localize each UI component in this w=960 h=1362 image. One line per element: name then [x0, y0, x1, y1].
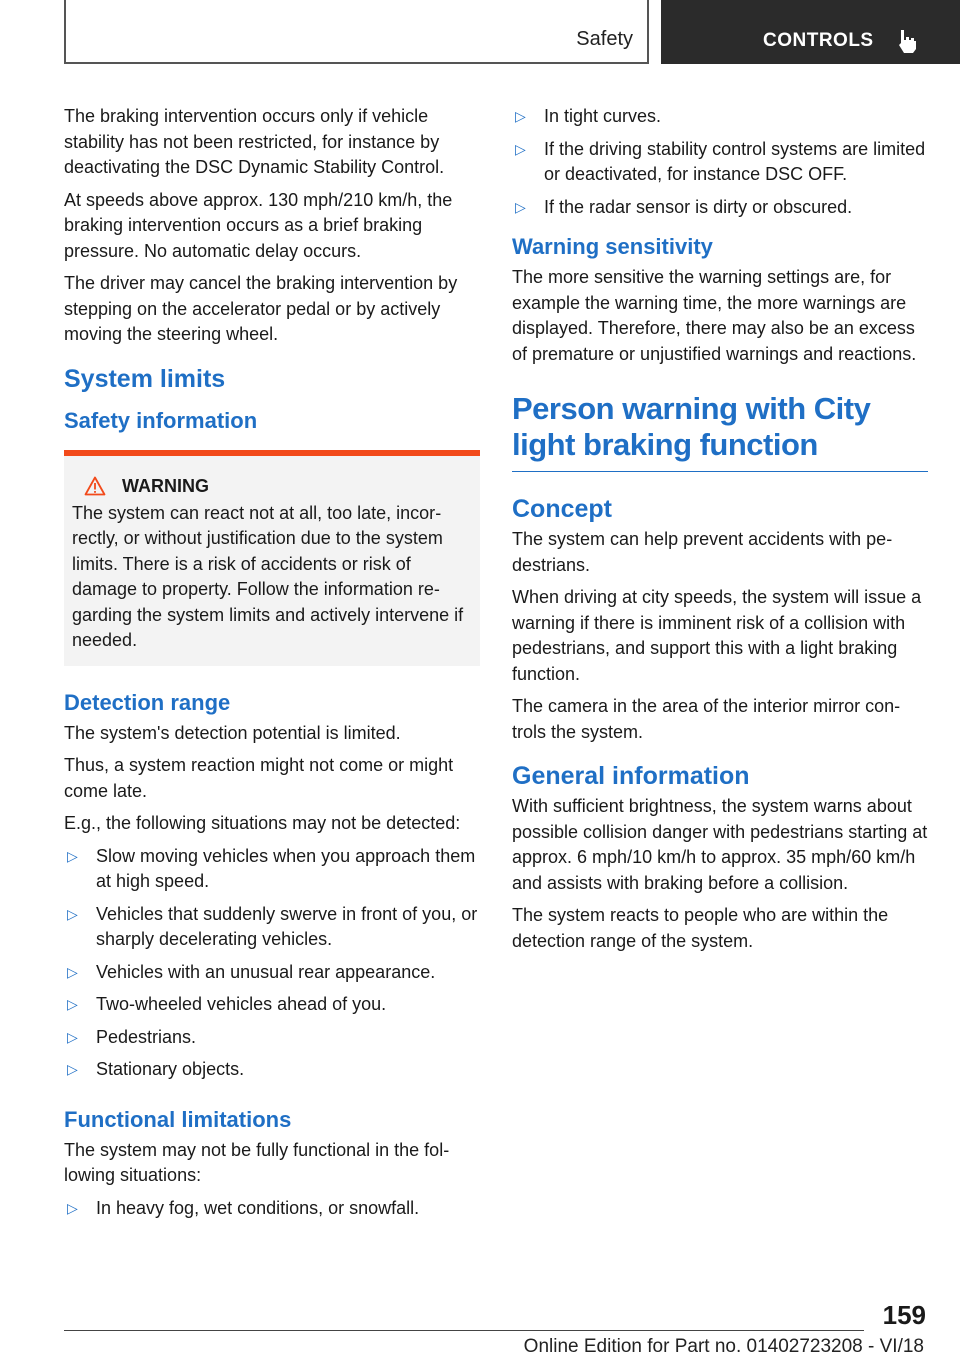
header-chapter-label: CONTROLS: [763, 30, 874, 51]
list-item: ▷ If the radar sensor is dirty or obscured.: [512, 195, 928, 221]
list-item: ▷ Vehicles that suddenly swerve in front of you, or sharply decelerating vehicles.: [64, 902, 480, 953]
warning-triangle-icon: [84, 476, 106, 496]
list-item: ▷ Vehicles with an unusual rear appearance.: [64, 960, 480, 986]
right-column: [512, 104, 928, 961]
list-item: ▷ In heavy fog, wet conditions, or snowfall.: [64, 1196, 480, 1222]
concept-paragraph: When driving at city speeds, the system will issue a warning if there is imminent risk of a collision with pedestrians, and support this with a light braking function.: [512, 587, 922, 684]
bullet-triangle-icon: ▷: [67, 963, 78, 980]
bullet-triangle-icon: ▷: [67, 1028, 78, 1045]
warning-box: [64, 450, 480, 666]
concept-paragraph: The camera in the area of the interior mirror controls the system.: [512, 696, 901, 742]
list-item: ▷ Stationary objects.: [64, 1057, 480, 1083]
warning-label: WARNING: [122, 475, 209, 496]
left-column: [64, 104, 480, 1228]
general-information-paragraph: The system reacts to people who are within the detection range of the system.: [512, 905, 889, 951]
functional-limitations-paragraph: The system may not be fully functional in the following situations:: [64, 1139, 450, 1185]
list-item: ▷ Two-wheeled vehicles ahead of you.: [64, 992, 480, 1018]
header-section-tab: [64, 0, 649, 64]
general-information-paragraph: With sufficient brightness, the system warns about possible collision danger with pedestrians starting at approx. 6 mph/10 km/h to approx. 35 mph/60 km/h and assists with braking before a collision.: [512, 796, 928, 893]
intro-paragraph: At speeds above approx. 130 mph/210 km/h, the braking intervention occurs as a brief braking pressure. No automatic delay occurs.: [64, 189, 453, 261]
warning-sensitivity-heading: Warning sensitivity: [512, 234, 713, 259]
list-item: ▷ Pedestrians.: [64, 1025, 480, 1051]
intro-paragraph: The driver may cancel the braking intervention by stepping on the accelerator pedal or by actively moving the steering wheel.: [64, 273, 458, 344]
bullet-triangle-icon: ▷: [67, 1199, 78, 1216]
list-item: ▷ If the driving stability control systems are limited or deactivated, for instance DSC OFF.: [512, 137, 928, 188]
header-chapter-tab: [661, 0, 960, 64]
detection-paragraph: The system's detection potential is limited.: [64, 722, 401, 743]
header-section-label: Safety: [576, 28, 633, 50]
detection-list: [64, 844, 480, 1083]
bullet-triangle-icon: ▷: [515, 140, 526, 157]
footer-divider: [64, 1330, 864, 1331]
detection-paragraph: E.g., the following situations may not be detected:: [64, 813, 461, 833]
system-limits-heading: System limits: [64, 364, 226, 393]
bullet-triangle-icon: ▷: [67, 905, 78, 922]
hand-pointer-icon: [897, 28, 919, 54]
concept-heading: Concept: [512, 495, 612, 523]
bullet-triangle-icon: ▷: [67, 847, 78, 864]
section-title: Person warning with City light braking function: [512, 391, 928, 472]
page-number: 159: [882, 1300, 926, 1330]
warning-title: [72, 476, 472, 497]
edition-footer: Online Edition for Part no. 01402723208 - VI/18: [523, 1336, 924, 1357]
bullet-triangle-icon: ▷: [515, 198, 526, 215]
safety-information-heading: Safety information: [64, 407, 258, 433]
warning-text: The system can react not at all, too late, incorrectly, or without justification due to the system limits. There is a risk of accidents or risk of damage to property. Follow the information regarding the system limits and actively intervene if needed.: [72, 502, 464, 650]
functional-limitations-heading: Functional limitations: [64, 1106, 292, 1132]
bullet-triangle-icon: ▷: [515, 108, 526, 124]
list-item: ▷ In tight curves.: [512, 104, 928, 130]
bullet-triangle-icon: ▷: [67, 1061, 78, 1077]
bullet-triangle-icon: ▷: [67, 996, 78, 1012]
detection-range-heading: Detection range: [64, 689, 231, 715]
general-information-heading: General information: [512, 762, 750, 790]
list-item: ▷ Slow moving vehicles when you approach them at high speed.: [64, 844, 480, 895]
detection-paragraph: Thus, a system reaction might not come or might come late.: [64, 755, 454, 801]
warning-sensitivity-paragraph: The more sensitive the warning settings are, for example the warning time, the more warnings are displayed. Therefore, there may also be an excess of premature or unjustified warnings and reactions.: [512, 267, 917, 364]
limitations-list: [64, 1196, 480, 1222]
concept-paragraph: The system can help prevent accidents with pedestrians.: [512, 529, 893, 575]
limitations-list-continued: [512, 104, 928, 220]
intro-paragraph: The braking intervention occurs only if vehicle stability has not been restricted, for instance by deactivating the DSC Dynamic Stability Control.: [64, 106, 445, 177]
